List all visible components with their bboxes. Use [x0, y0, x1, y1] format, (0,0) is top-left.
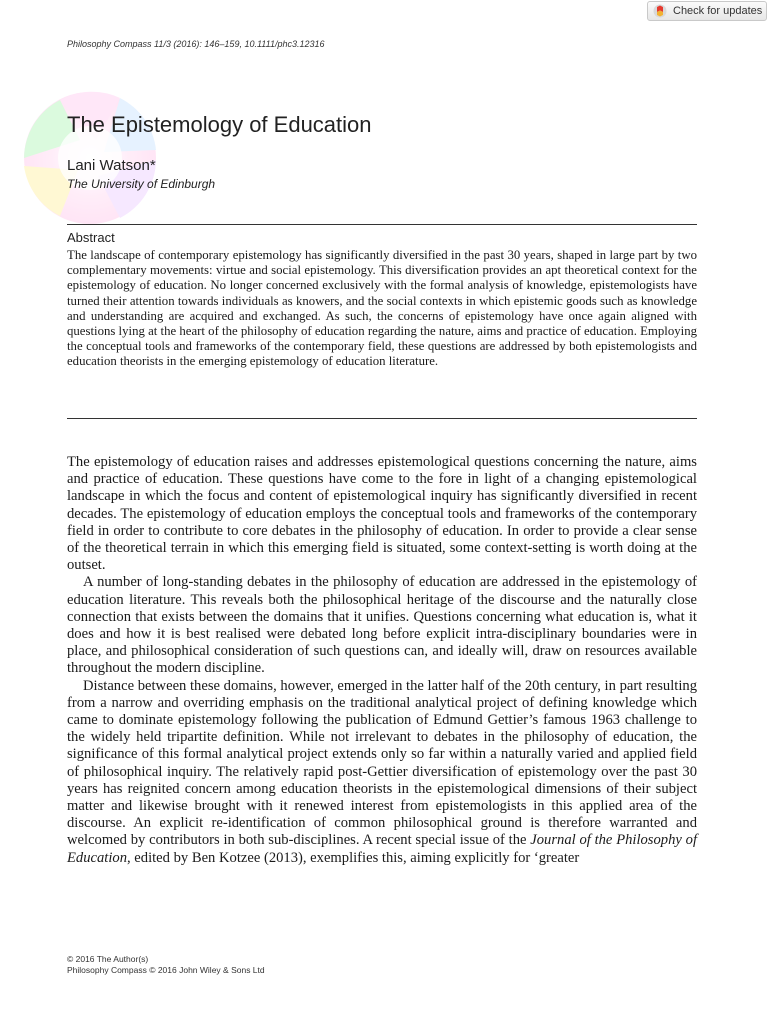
copyright-footer: [67, 954, 265, 975]
abstract-text: The landscape of contemporary epistemology has significantly diversified in the past 30 years, shaped in large part by two complementary movements: virtue and social epistemology. This diversification provides an apt theoretical context for the epistemology of education. No longer concerned exclusively with the formal analysis of knowledge, epistemologists have turned their attention towards individuals as knowers, and the social contexts in which epistemic goods such as knowledge and understanding are acquired and exchanged. As such, the concerns of epistemology have once again aligned with questions lying at the heart of the philosophy of education regarding the nature, aims and practice of education. Employing the conceptual tools and frameworks of the contemporary field, these questions are addressed by both epistemologists and education theorists in the emerging epistemology of education literature.: [67, 248, 697, 369]
paragraph-3-text-a: Distance between these domains, however, emerged in the latter half of the 20th century, in part resulting from a narrow and overriding emphasis on the traditional analytical project of defining knowledge which came to dominate epistemology following the publication of Edmund Gettier’s famous 1963 challenge to the widely held tripartite definition. While not irrelevant to debates in the philosophy of education, the significance of this formal analytical project extends only so far within a naturally varied and applied field of philosophical inquiry. The relatively rapid post-Gettier diversification of epistemology over the past 30 years has reignited concern among education theorists in the epistemological dimensions of their subject matter and likewise brought with it renewed interest from epistemologists in this applied area of the discourse. An explicit re-identification of common philosophical ground is therefore warranted and welcomed by contributors in both sub-disciplines. A recent special issue of the: [67, 677, 697, 849]
author-name: Lani Watson*: [67, 157, 156, 174]
abstract-top-rule: [67, 224, 697, 225]
footer-line-1: © 2016 The Author(s): [67, 954, 149, 964]
abstract-bottom-rule: [67, 418, 697, 419]
paper-title: The Epistemology of Education: [67, 112, 372, 137]
check-for-updates-label: Check for updates: [673, 5, 763, 17]
crossmark-icon: [653, 4, 667, 18]
body-paragraph-1: The epistemology of education raises and addresses epistemological questions concerning the nature, aims and practice of education. These questions have come to the fore in light of a changing epistemological landscape in which the focus and content of epistemological inquiry has significantly diversified in recent decades. The epistemology of education employs the conceptual tools and frameworks of the contemporary field in order to contribute to core debates in the philosophy of education. In order to provide a clear sense of the theoretical terrain in which this emerging field is situated, some context-setting is worth doing at the outset.: [67, 454, 697, 574]
abstract-heading: Abstract: [67, 230, 115, 245]
body-paragraph-3: [67, 678, 697, 867]
body-paragraph-2: A number of long-standing debates in the philosophy of education are addressed in the epistemology of education literature. This reveals both the philosophical heritage of the discourse and the naturally close connection that exists between the domains that it unifies. Questions concerning what education is, what it does and how it is best realised were debated long before explicit intra-disciplinary boundaries were in place, and philosophical consideration of such questions can, and ideally will, draw on resources available throughout the modern discipline.: [67, 574, 697, 677]
footer-line-2: Philosophy Compass © 2016 John Wiley & Sons Ltd: [67, 964, 265, 975]
journal-title-italic: Journal of the Philosophy of Education: [67, 832, 697, 866]
journal-citation: Philosophy Compass 11/3 (2016): 146–159, 10.1111/phc3.12316: [67, 39, 325, 49]
paragraph-3-text-b: , edited by Ben Kotzee (2013), exemplifies this, aiming explicitly for ‘greater: [127, 849, 580, 866]
author-affiliation: The University of Edinburgh: [67, 177, 216, 191]
check-for-updates-button[interactable]: [647, 1, 767, 21]
body-text: [67, 454, 697, 867]
